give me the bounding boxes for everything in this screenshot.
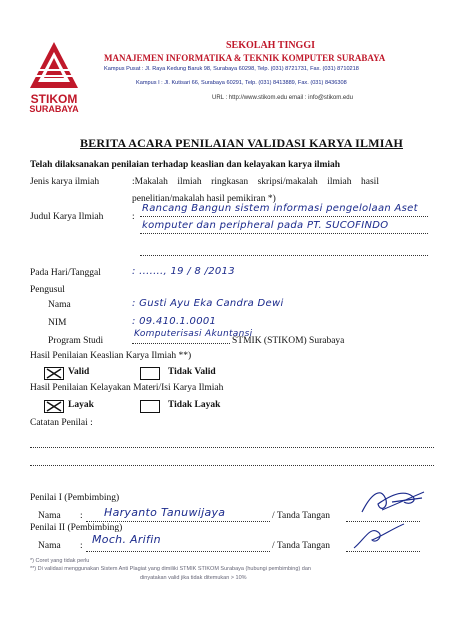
nama-label: Nama xyxy=(48,300,71,310)
penilai2-colon: : xyxy=(80,541,83,551)
penilai2-nama: Moch. Arifin xyxy=(92,533,161,546)
penilai1-nama-label: Nama xyxy=(38,511,61,521)
hasil-kelayakan-label: Hasil Penilaian Kelayakan Materi/Isi Karya Ilmiah xyxy=(30,383,224,393)
tanggal-value: : ......., 19 / 8 /2013 xyxy=(132,266,235,277)
catatan-line-2 xyxy=(30,465,434,466)
penilai1-label: Penilai I (Pembimbing) xyxy=(30,493,120,503)
hasil-keaslian-label: Hasil Penilaian Keaslian Karya Ilmiah **) xyxy=(30,351,192,361)
penilai1-colon: : xyxy=(80,511,83,521)
logo-text-stikom: STIKOM xyxy=(30,92,78,106)
check-mark-icon xyxy=(45,401,63,412)
prodi-label: Program Studi xyxy=(48,336,104,346)
nim-label: NIM xyxy=(48,318,67,328)
judul-line-2 xyxy=(140,233,428,234)
tanggal-label: Pada Hari/Tanggal xyxy=(30,268,101,278)
signature-1-icon xyxy=(352,482,432,522)
prodi-suffix: STMIK (STIKOM) Surabaya xyxy=(232,336,345,346)
judul-line-3 xyxy=(140,255,428,256)
tidak-valid-checkbox[interactable] xyxy=(140,367,160,380)
penilai1-nama: Haryanto Tanuwijaya xyxy=(104,506,226,519)
nim-value: : 09.410.1.0001 xyxy=(132,316,217,327)
catatan-label: Catatan Penilai : xyxy=(30,418,93,428)
institution-line1: SEKOLAH TINGGI xyxy=(226,40,316,51)
judul-handwritten-1: Rancang Bangun sistem informasi pengelolaan Aset xyxy=(142,203,418,214)
footnote-3: dinyatakan valid jika tidak ditemukan > 10% xyxy=(140,575,247,581)
pengusul-label: Pengusul xyxy=(30,285,65,295)
jenis-value-1: :Makalah ilmiah ringkasan skripsi/makalah ilmiah hasil xyxy=(132,177,379,187)
catatan-line-1 xyxy=(30,447,434,448)
valid-checkbox[interactable] xyxy=(44,367,64,380)
url-line: URL : http://www.stikom.edu email : info@stikom.edu xyxy=(212,95,353,101)
penilai1-tanda-tangan: / Tanda Tangan xyxy=(272,511,330,521)
judul-handwritten-2: komputer dan peripheral pada PT. SUCOFINDO xyxy=(142,220,389,231)
intro-text: Telah dilaksanakan penilaian terhadap keaslian dan kelayakan karya ilmiah xyxy=(30,160,341,170)
prodi-line xyxy=(132,343,230,344)
nama-value: : Gusti Ayu Eka Candra Dewi xyxy=(132,298,284,309)
footnote-2: **) Di validasi menggunakan Sistem Anti Plagiat yang dimiliki STMIK STIKOM Surabaya (hubungi pembimbing) dan xyxy=(30,566,311,572)
campus-1: Kampus I : Jl. Kutisari 66, Surabaya 60291, Telp. (031) 8413889, Fax. (031) 8436308 xyxy=(136,80,347,86)
signature-2-icon xyxy=(350,518,420,554)
judul-colon: : xyxy=(132,212,135,222)
tidak-layak-checkbox[interactable] xyxy=(140,400,160,413)
penilai2-nama-label: Nama xyxy=(38,541,61,551)
institution-line2: MANAJEMEN INFORMATIKA & TEKNIK KOMPUTER SURABAYA xyxy=(104,53,386,63)
campus-main: Kampus Pusat : Jl. Raya Kedung Baruk 98, Surabaya 60298, Telp. (031) 8721731, Fax. (031) 8710218 xyxy=(104,66,359,72)
judul-label: Judul Karya Ilmiah xyxy=(30,212,104,222)
logo-text-surabaya: SURABAYA xyxy=(29,104,79,114)
footnote-1: *) Coret yang tidak perlu xyxy=(30,558,90,564)
prodi-handwritten: Komputerisasi Akuntansi xyxy=(134,329,253,339)
stikom-logo xyxy=(28,40,80,118)
check-mark-icon xyxy=(45,368,63,379)
penilai2-line xyxy=(86,551,270,552)
judul-line-1 xyxy=(140,216,428,217)
layak-checkbox[interactable] xyxy=(44,400,64,413)
document-title: BERITA ACARA PENILAIAN VALIDASI KARYA ILMIAH xyxy=(80,136,404,150)
penilai2-tanda-tangan: / Tanda Tangan xyxy=(272,541,330,551)
tidak-layak-label: Tidak Layak xyxy=(168,400,221,410)
jenis-value-2: penelitian/makalah hasil pemikiran *) xyxy=(132,194,276,204)
penilai2-label: Penilai II (Pembimbing) xyxy=(30,523,123,533)
triangle-logo-icon xyxy=(28,40,80,96)
tidak-valid-label: Tidak Valid xyxy=(168,367,216,377)
penilai1-line xyxy=(86,521,270,522)
jenis-label: Jenis karya ilmiah xyxy=(30,177,100,187)
layak-label: Layak xyxy=(68,400,94,410)
valid-label: Valid xyxy=(68,367,90,377)
